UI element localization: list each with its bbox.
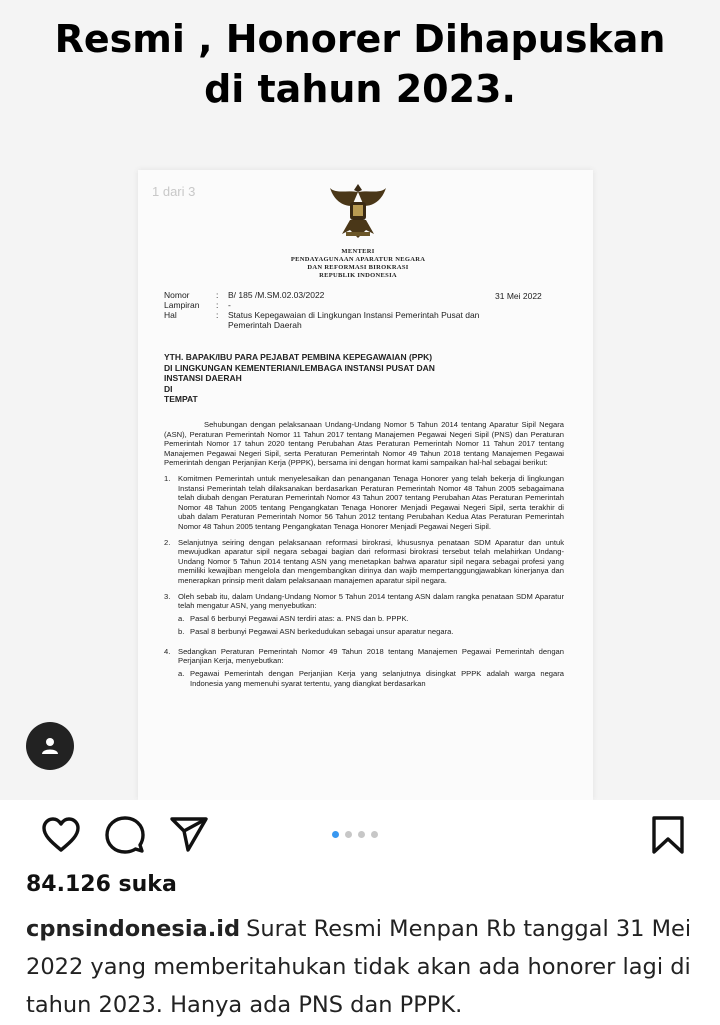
- like-count[interactable]: 84.126 suka: [26, 872, 177, 897]
- bookmark-icon[interactable]: [647, 814, 689, 856]
- comment-icon[interactable]: [104, 814, 146, 856]
- letter-addressee: [164, 352, 564, 405]
- point-text: Selanjutnya seiring dengan pelaksanaan reformasi birokrasi, khususnya penataan SDM Aparatur dan untuk mewujudkan aparatur sipil negara sebagai bagian dari reformasi birokrasi tersebut telah melahirkan Undang-Undang Nomor 5 Tahun 2014 tentang ASN yang menetapkan bahwa aparatur sipil negara sebagai profesi yang memiliki kewajiban mengelola dan mengembangkan dirinya dan wajib mempertanggungjawabkan kinerjanya dan menerapkan prinsip merit dalam pelaksanaan manajemen aparatur sipil negara.: [178, 537, 564, 585]
- letterhead-line: REPUBLIK INDONESIA: [319, 272, 397, 279]
- carousel-dot: [345, 831, 352, 838]
- official-letter: [138, 170, 593, 800]
- lampiran-value: -: [228, 300, 231, 310]
- sub-text: Pegawai Pemerintah dengan Perjanjian Kerja yang selanjutnya disingkat PPPK adalah warga negara Indonesia yang memenuhi syarat tertentu, yang diangkat berdasarkan: [190, 669, 564, 688]
- addressee-line: DI: [164, 383, 173, 394]
- point-number: 2.: [164, 537, 171, 547]
- carousel-dot: [371, 831, 378, 838]
- carousel-dot: [358, 831, 365, 838]
- nomor-value: B/ 185 /M.SM.02.03/2022: [228, 290, 325, 300]
- ministry-letterhead: [138, 248, 578, 280]
- paper-plane-icon[interactable]: [168, 814, 210, 856]
- addressee-line: YTH. BAPAK/IBU PARA PEJABAT PEMBINA KEPEGAWAIAN (PPK): [164, 352, 433, 362]
- headline-line-2: di tahun 2023.: [204, 67, 516, 111]
- sub-label: a.: [178, 613, 185, 623]
- post-headline: [0, 14, 720, 114]
- post-caption: [26, 910, 706, 1024]
- carousel-indicator: [332, 831, 378, 838]
- page-indicator: 1 dari 3: [152, 184, 196, 199]
- letter-points: [164, 474, 564, 692]
- list-item: [164, 538, 564, 586]
- point-text-main: Oleh sebab itu, dalam Undang-Undang Nomor 5 Tahun 2014 tentang ASN dalam rangka penataan SDM Aparatur telah mengatur ASN, yang menyebutkan:: [178, 591, 564, 611]
- hal-label: Hal: [164, 310, 177, 320]
- letterhead-line: PENDAYAGUNAAN APARATUR NEGARA: [290, 256, 426, 263]
- headline-line-1: Resmi , Honorer Dihapuskan: [54, 17, 666, 61]
- point-text-main: Sedangkan Peraturan Pemerintah Nomor 49 Tahun 2018 tentang Manajemen Pegawai Pemerintah dengan Perjanjian Kerja, menyebutkan:: [178, 646, 564, 666]
- caption-text: Surat Resmi Menpan Rb tanggal 31 Mei 2022 yang memberitahukan tidak akan ada honorer lagi di tahun 2023. Hanya ada PNS dan PPPK.: [26, 916, 692, 1018]
- heart-icon[interactable]: [40, 814, 82, 856]
- letterhead-line: MENTERI: [341, 248, 375, 255]
- meta-colon: :: [216, 310, 219, 320]
- point-4-subs: [178, 669, 564, 688]
- list-item: [178, 627, 564, 637]
- point-number: 4.: [164, 646, 171, 656]
- meta-colon: :: [216, 290, 219, 300]
- nomor-label: Nomor: [164, 290, 190, 300]
- caption-username[interactable]: cpnsindonesia.id: [26, 916, 241, 942]
- list-item: [178, 614, 564, 624]
- letter-intro: Sehubungan dengan pelaksanaan Undang-Undang Nomor 5 Tahun 2014 tentang Aparatur Sipil Negara (ASN), Peraturan Pemerintah Nomor 11 Tahun 2017 tentang Manajemen Pegawai Negeri Sipil (PNS) dan Peraturan Pemerintah Nomor 17 tahun 2020 tentang Perubahan Atas Peraturan Pemerintah Nomor 11 Tahun 2017 tentang Manajemen Pegawai Negeri Sipil, serta Peraturan Pemerintah Nomor 49 Tahun 2018 tentang Manajemen Pegawai Pemerintah dengan Perjanjian Kerja (PPPK), bersama ini dengan hormat kami sampaikan hal-hal sebagai berikut:: [164, 420, 564, 468]
- letter-meta: [164, 290, 488, 330]
- garuda-emblem: [328, 180, 388, 242]
- post-actions-bar: [0, 800, 720, 870]
- list-item: [164, 647, 564, 692]
- list-item: [164, 474, 564, 532]
- point-3-subs: [178, 614, 564, 637]
- sub-text: Pasal 8 berbunyi Pegawai ASN berkedudukan sebagai unsur aparatur negara.: [190, 627, 454, 637]
- lampiran-label: Lampiran: [164, 300, 200, 310]
- point-number: 1.: [164, 473, 171, 483]
- addressee-line: INSTANSI DAERAH: [164, 373, 242, 383]
- letter-date: 31 Mei 2022: [495, 291, 542, 301]
- hal-value: Status Kepegawaian di Lingkungan Instansi Pemerintah Pusat dan Pemerintah Daerah: [228, 310, 480, 330]
- point-text: [178, 592, 564, 641]
- point-number: 3.: [164, 591, 171, 601]
- addressee-line: TEMPAT: [164, 394, 198, 404]
- sub-label: b.: [178, 627, 185, 637]
- point-text: [178, 647, 564, 692]
- list-item: [178, 669, 564, 688]
- carousel-dot: [332, 831, 339, 838]
- letterhead-line: DAN REFORMASI BIROKRASI: [307, 264, 409, 271]
- letter-body: [164, 420, 564, 698]
- sub-text: Pasal 6 berbunyi Pegawai ASN terdiri atas: a. PNS dan b. PPPK.: [190, 613, 409, 623]
- list-item: [164, 592, 564, 641]
- sub-label: a.: [178, 669, 185, 679]
- tagged-users-button[interactable]: [26, 722, 74, 770]
- point-text: Komitmen Pemerintah untuk menyelesaikan dan penanganan Tenaga Honorer yang telah bekerja di lingkungan Instansi Pemerintah telah dilaksanakan berdasarkan Peraturan Pemerintah Nomor 48 Tahun 2005 sebagaimana telah diubah dengan Peraturan Pemerintah Nomor 43 Tahun 2007 tentang Perubahan Atas Peraturan Pemerintah Nomor 48 Tahun 2005 tentang Pengangkatan Tenaga Honorer Menjadi Pegawai Negeri Sipil, serta terakhir di ubah dalam Peraturan Pemerintah Nomor 56 Tahun 2012 tentang Perubahan Kedua Atas Peraturan Pemerintah Nomor 48 Tahun 2005 tentang Pengangkatan Tenaga Honorer Menjadi Pegawai Negeri Sipil.: [178, 473, 564, 531]
- user-tag-icon: [39, 735, 61, 757]
- meta-colon: :: [216, 300, 219, 310]
- addressee-line: DI LINGKUNGAN KEMENTERIAN/LEMBAGA INSTANSI PUSAT DAN: [164, 362, 435, 373]
